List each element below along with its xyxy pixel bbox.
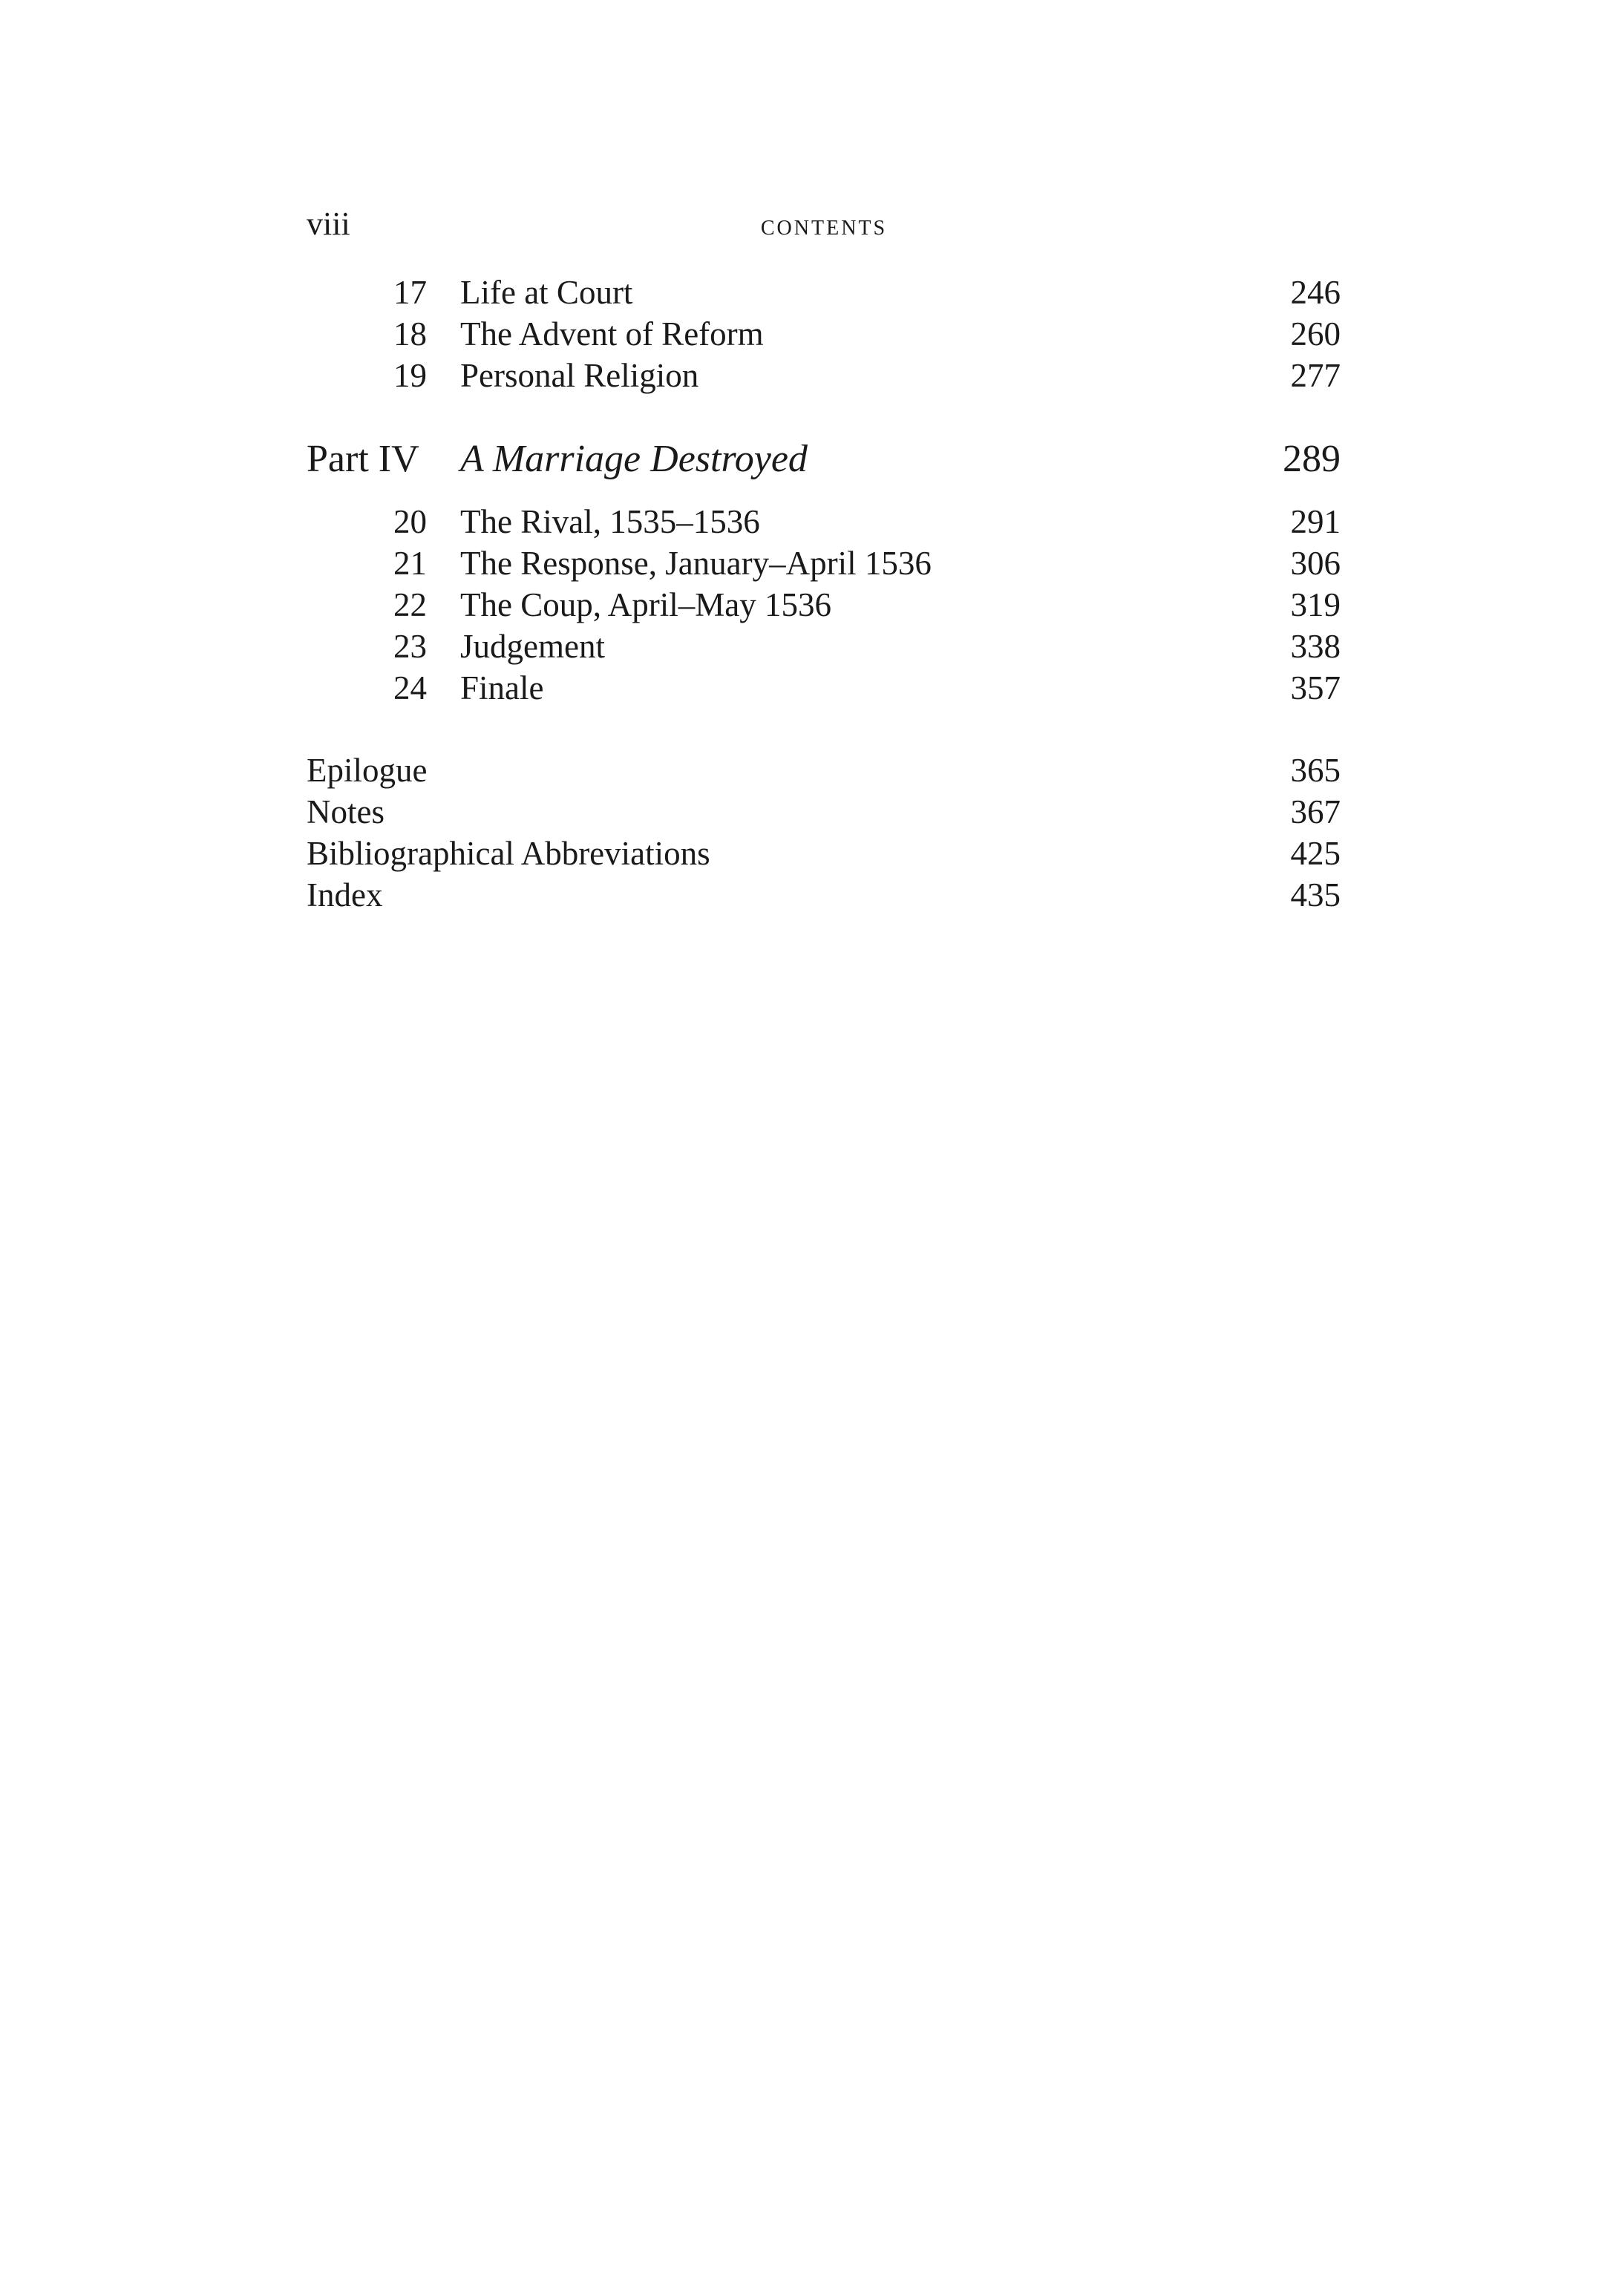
chapter-number: 18 <box>393 315 427 352</box>
chapter-title: Finale <box>460 669 544 706</box>
chapter-page: 277 <box>1290 357 1341 394</box>
running-head: CONTENTS <box>760 217 888 240</box>
toc-entry <box>307 666 1341 709</box>
back-matter-page: 435 <box>1290 876 1341 914</box>
chapter-page: 246 <box>1290 274 1341 311</box>
toc-entry <box>307 542 1341 585</box>
toc-entry <box>307 790 1341 833</box>
chapter-number: 17 <box>393 274 427 311</box>
chapter-number: 23 <box>393 628 427 665</box>
part-page: 289 <box>1283 438 1341 480</box>
chapter-page: 260 <box>1290 315 1341 352</box>
back-matter-title: Bibliographical Abbreviations <box>307 835 710 872</box>
back-matter-title: Notes <box>307 793 385 830</box>
toc-entry <box>307 873 1341 916</box>
back-matter-page: 425 <box>1290 835 1341 872</box>
toc-entry <box>307 625 1341 668</box>
chapter-title: Life at Court <box>460 274 633 311</box>
chapter-number: 22 <box>393 586 427 623</box>
chapter-page: 319 <box>1290 586 1341 623</box>
chapter-page: 291 <box>1290 503 1341 540</box>
back-matter-title: Index <box>307 876 383 914</box>
part-heading <box>307 433 1341 485</box>
chapter-number: 24 <box>393 669 427 706</box>
chapter-page: 338 <box>1290 628 1341 665</box>
back-matter-title: Epilogue <box>307 752 428 789</box>
toc-entry <box>307 271 1341 314</box>
chapter-number: 19 <box>393 357 427 394</box>
toc-entry <box>307 500 1341 543</box>
back-matter-page: 367 <box>1290 793 1341 830</box>
chapter-page: 306 <box>1290 545 1341 582</box>
chapter-title: Judgement <box>460 628 605 665</box>
toc-entry <box>307 312 1341 355</box>
part-title: A Marriage Destroyed <box>460 438 808 480</box>
chapter-page: 357 <box>1290 669 1341 706</box>
chapter-title: The Coup, April–May 1536 <box>460 586 831 623</box>
toc-entry <box>307 832 1341 875</box>
chapter-title: Personal Religion <box>460 357 699 394</box>
toc-entry <box>307 749 1341 792</box>
chapter-title: The Advent of Reform <box>460 315 764 352</box>
chapter-number: 20 <box>393 503 427 540</box>
chapter-title: The Response, January–April 1536 <box>460 545 932 582</box>
page-number: viii <box>307 206 350 242</box>
chapter-number: 21 <box>393 545 427 582</box>
chapter-title: The Rival, 1535–1536 <box>460 503 760 540</box>
back-matter-page: 365 <box>1290 752 1341 789</box>
part-label: Part IV <box>307 438 419 480</box>
toc-entry <box>307 583 1341 626</box>
toc-entry <box>307 354 1341 397</box>
